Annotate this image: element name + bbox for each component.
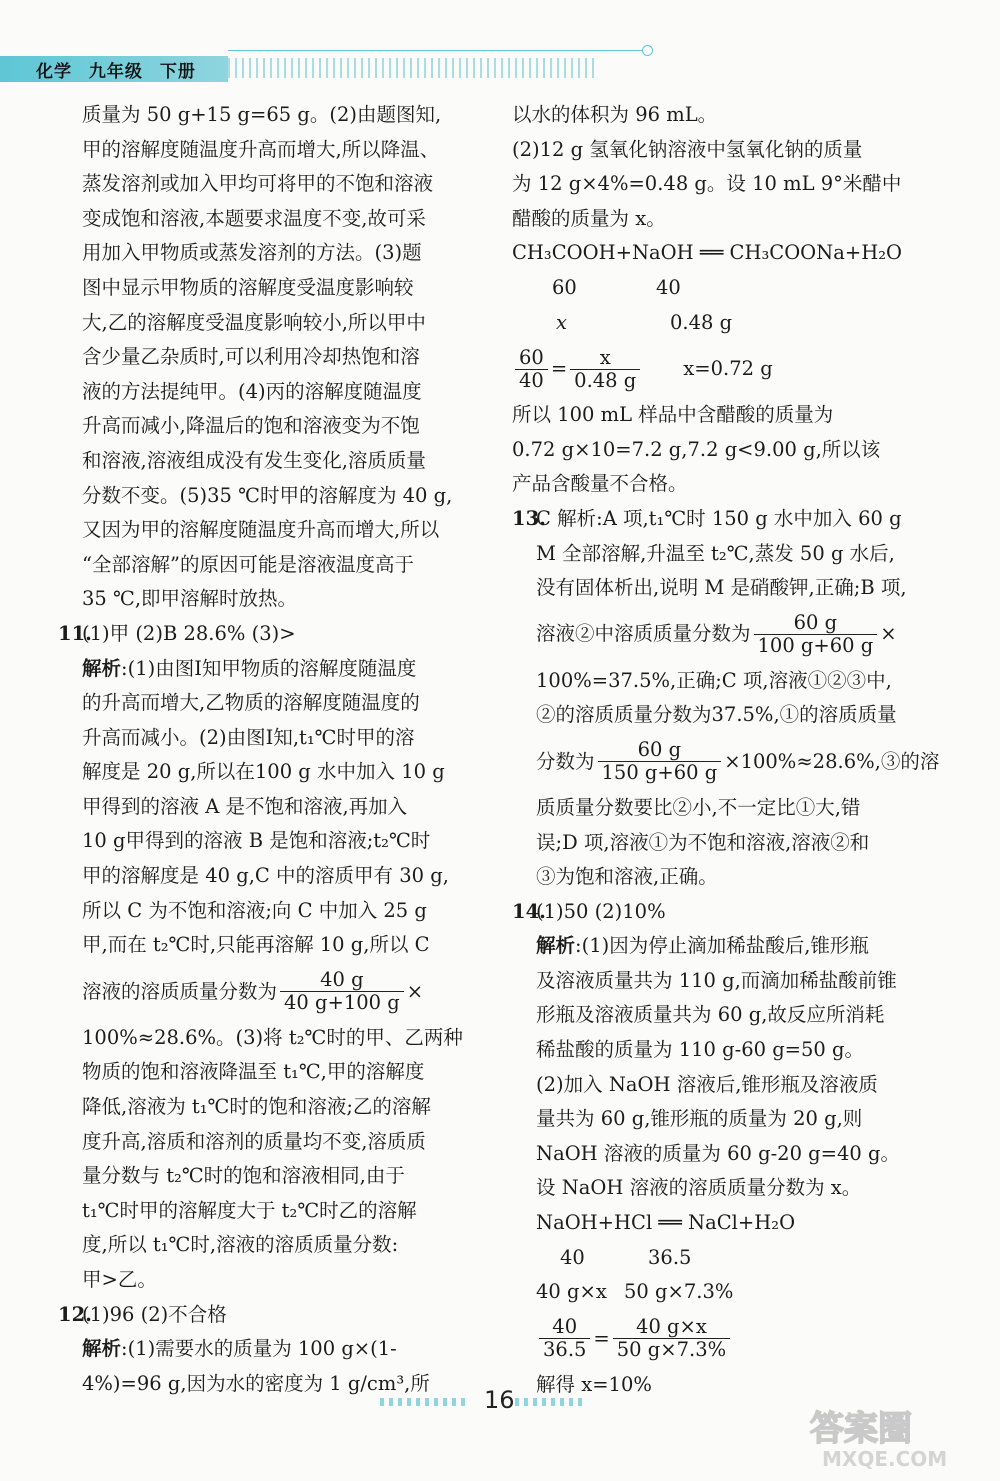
proportion-line — [512, 340, 940, 398]
text-line: 液的方法提纯甲。(4)丙的溶解度随温度 — [82, 379, 422, 403]
text-line: 所以 C 为不饱和溶液;向 C 中加入 25 g — [82, 898, 427, 922]
text-line: 产品含酸量不合格。 — [512, 472, 688, 496]
text-line: 甲得到的溶液 A 是不饱和溶液,再加入 — [82, 794, 408, 818]
watermark-logo — [800, 1400, 986, 1472]
analysis-label: 解析 — [82, 1337, 122, 1361]
text-line: ③为饱和溶液,正确。 — [536, 865, 718, 889]
text-line: 35 ℃,即甲溶解时放热。 — [82, 587, 298, 611]
header-title: 化学 九年级 下册 — [36, 62, 196, 82]
numerator: 40 g×x — [613, 1316, 730, 1339]
chemical-equation: CH₃COOH+NaOH ══ CH₃COONa+H₂O — [512, 241, 903, 265]
text-line: 图中显示甲物质的溶解度受温度影响较 — [82, 275, 414, 299]
fraction — [539, 1316, 590, 1361]
page-header — [0, 40, 1000, 90]
text-line: ②的溶质质量分数为37.5%,①的溶质质量 — [536, 703, 897, 727]
text-line: 蒸发溶剂或加入甲均可将甲的不饱和溶液 — [82, 172, 434, 196]
equation-ratio-row — [512, 306, 940, 341]
ratio-value: 50 g×7.3% — [624, 1280, 734, 1304]
question-12-answer — [58, 1298, 478, 1333]
result-text: x=0.72 g — [683, 356, 773, 380]
text-line: 100%=37.5%,正确;C 项,溶液①②③中, — [536, 668, 892, 692]
page-number: 16 — [484, 1386, 515, 1414]
equals-sign: = — [550, 356, 568, 380]
text-line: 4%)=96 g,因为水的密度为 1 g/cm³,所 — [82, 1371, 430, 1395]
text-line — [58, 1332, 478, 1367]
text-line: 和溶液,溶液组成没有发生变化,溶质质量 — [82, 448, 426, 472]
text-line: 为 12 g×4%=0.48 g。设 10 mL 9°米醋中 — [512, 172, 902, 196]
text-line: “全部溶解”的原因可能是溶液温度高于 — [82, 552, 414, 576]
text-line: 升高而减小,降温后的饱和溶液变为不饱 — [82, 414, 420, 438]
ratio-value: 60 — [552, 275, 577, 299]
fraction — [515, 347, 548, 392]
question-13-answer — [512, 502, 940, 537]
answer-text: (1)50 (2)10% — [536, 899, 666, 923]
text-line: 误;D 项,溶液①为不饱和溶液,溶液②和 — [536, 830, 870, 854]
text-line: 甲的溶解度随温度升高而增大,所以降温、 — [82, 137, 440, 161]
text-line: 又因为甲的溶解度随温度升高而增大,所以 — [82, 518, 440, 542]
text-span: × — [880, 622, 897, 646]
text-span: ×100%≈28.6%,③的溶 — [724, 749, 940, 773]
answer-text: C 解析:A 项,t₁℃时 150 g 水中加入 60 g — [536, 506, 902, 530]
question-11-answer — [58, 617, 478, 652]
text-line: M 全部溶解,升温至 t₂℃,蒸发 50 g 水后, — [536, 541, 895, 565]
text-line: 量共为 60 g,锥形瓶的质量为 20 g,则 — [536, 1107, 863, 1131]
equation-ratio-row — [512, 1275, 940, 1310]
analysis-label: 解析 — [536, 934, 576, 958]
text-span: 分数为 — [536, 749, 595, 773]
text-line: 质量为 50 g+15 g=65 g。(2)由题图知, — [82, 103, 442, 126]
footer-decoration — [515, 1398, 585, 1406]
text-line: 量分数与 t₂℃时的饱和溶液相同,由于 — [82, 1164, 405, 1188]
ratio-value: 36.5 — [648, 1245, 692, 1269]
header-line — [228, 50, 643, 51]
text-line: 度,所以 t₁℃时,溶液的溶质质量分数: — [82, 1233, 399, 1257]
text-line: 的升高而增大,乙物质的溶解度随温度的 — [82, 691, 420, 715]
fraction — [613, 1316, 730, 1361]
text-line: 升高而减小。(2)由图Ⅰ知,t₁℃时甲的溶 — [82, 725, 415, 749]
text-line: 物质的饱和溶液降温至 t₁℃,甲的溶解度 — [82, 1060, 425, 1084]
question-number: 11. — [58, 621, 92, 645]
text-line: 形瓶及溶液质量共为 60 g,故反应所消耗 — [536, 1003, 885, 1027]
text-line: 解度是 20 g,所以在100 g 水中加入 10 g — [82, 760, 445, 784]
text-line: 甲的溶解度是 40 g,C 中的溶质甲有 30 g, — [82, 864, 449, 888]
numerator: 60 — [515, 347, 548, 370]
text-line: 醋酸的质量为 x。 — [512, 206, 666, 230]
proportion-line — [512, 1310, 940, 1368]
right-column — [512, 98, 940, 1402]
analysis-text: :(1)需要水的质量为 100 g×(1- — [121, 1337, 397, 1361]
analysis-label: 解析 — [82, 656, 122, 680]
numerator: 40 g — [280, 969, 404, 992]
text-line: t₁℃时甲的溶解度大于 t₂℃时乙的溶解 — [82, 1198, 417, 1222]
text-line: NaOH 溶液的质量为 60 g-20 g=40 g。 — [536, 1141, 900, 1165]
answer-text: (1)甲 (2)B 28.6% (3)> — [82, 621, 296, 645]
left-column — [58, 98, 478, 1401]
fraction-line — [512, 733, 940, 791]
text-line: 以水的体积为 96 mL。 — [512, 103, 718, 126]
denominator: 40 g+100 g — [284, 991, 400, 1015]
ratio-value: 40 — [656, 275, 681, 299]
denominator: 40 — [519, 368, 544, 392]
text-line: 度升高,溶质和溶剂的质量均不变,溶质质 — [82, 1129, 426, 1153]
text-line: 稀盐酸的质量为 110 g-60 g=50 g。 — [536, 1038, 865, 1062]
fraction — [598, 739, 722, 784]
chemical-equation: NaOH+HCl ══ NaCl+H₂O — [536, 1211, 796, 1235]
ratio-value: 0.48 g — [670, 310, 733, 334]
numerator: 60 g — [754, 612, 878, 635]
text-line: 设 NaOH 溶液的溶质质量分数为 x。 — [536, 1176, 862, 1200]
fraction — [570, 347, 640, 392]
text-line: 0.72 g×10=7.2 g,7.2 g<9.00 g,所以该 — [512, 437, 881, 461]
text-line: (2)12 g 氢氧化钠溶液中氢氧化钠的质量 — [512, 137, 863, 161]
text-line: 变成饱和溶液,本题要求温度不变,故可采 — [82, 206, 426, 230]
text-line: 分数不变。(5)35 ℃时甲的溶解度为 40 g, — [82, 483, 453, 507]
fraction — [280, 969, 404, 1014]
text-line: 所以 100 mL 样品中含醋酸的质量为 — [512, 403, 834, 427]
text-line — [58, 652, 478, 687]
text-line: 没有固体析出,说明 M 是硝酸钾,正确;B 项, — [536, 576, 907, 600]
fraction-line — [512, 606, 940, 664]
numerator: x — [570, 347, 640, 370]
answer-text: (1)96 (2)不合格 — [82, 1302, 227, 1326]
denominator: 50 g×7.3% — [616, 1338, 727, 1362]
text-line: 甲,而在 t₂℃时,只能再溶解 10 g,所以 C — [82, 933, 430, 957]
denominator: 150 g+60 g — [601, 761, 718, 785]
text-line: 质质量分数要比②小,不一定比①大,错 — [536, 795, 861, 819]
footer-decoration — [380, 1398, 470, 1406]
text-line: 用加入甲物质或蒸发溶剂的方法。(3)题 — [82, 241, 422, 265]
denominator: 0.48 g — [574, 368, 637, 392]
question-14-answer — [512, 895, 940, 930]
text-line: 大,乙的溶解度受温度影响较小,所以甲中 — [82, 310, 426, 334]
fraction — [754, 612, 878, 657]
question-number: 13. — [512, 506, 546, 530]
text-line: 10 g甲得到的溶液 B 是饱和溶液;t₂℃时 — [82, 829, 431, 853]
text-span: 溶液的溶质质量分数为 — [82, 979, 278, 1003]
watermark-url: MXQE.COM — [822, 1447, 948, 1471]
text-span: 溶液②中溶质质量分数为 — [536, 622, 751, 646]
question-number: 12. — [58, 1302, 92, 1326]
text-line: 甲>乙。 — [82, 1268, 157, 1291]
equation-ratio-row — [512, 271, 940, 306]
text-line: 及溶液质量共为 110 g,而滴加稀盐酸前锥 — [536, 968, 897, 992]
ratio-value: 40 — [560, 1245, 585, 1269]
analysis-text: :(1)由图Ⅰ知甲物质的溶解度随温度 — [121, 656, 417, 680]
question-number: 14. — [512, 899, 546, 923]
ratio-value: x — [556, 310, 567, 334]
equals-sign: = — [593, 1326, 610, 1350]
fraction-line — [58, 963, 478, 1021]
text-line — [512, 929, 940, 964]
denominator: 36.5 — [543, 1338, 587, 1362]
equation-ratio-row — [512, 1241, 940, 1276]
text-line: (2)加入 NaOH 溶液后,锥形瓶及溶液质 — [536, 1072, 878, 1096]
numerator: 60 g — [598, 739, 722, 762]
text-line: 解得 x=10% — [536, 1372, 652, 1396]
ratio-value: 40 g×x — [536, 1280, 607, 1304]
text-span: × — [406, 979, 424, 1003]
numerator: 40 — [539, 1316, 590, 1339]
denominator: 100 g+60 g — [757, 634, 874, 658]
header-dot-icon — [642, 45, 653, 56]
text-line: 含少量乙杂质时,可以利用冷却热饱和溶 — [82, 345, 420, 369]
watermark-text: 答案圈 — [810, 1409, 912, 1449]
text-line: 降低,溶液为 t₁℃时的饱和溶液;乙的溶解 — [82, 1095, 431, 1119]
text-line: 100%≈28.6%。(3)将 t₂℃时的甲、乙两种 — [82, 1025, 463, 1049]
analysis-text: :(1)因为停止滴加稀盐酸后,锥形瓶 — [575, 934, 869, 958]
header-stripes — [228, 58, 598, 78]
